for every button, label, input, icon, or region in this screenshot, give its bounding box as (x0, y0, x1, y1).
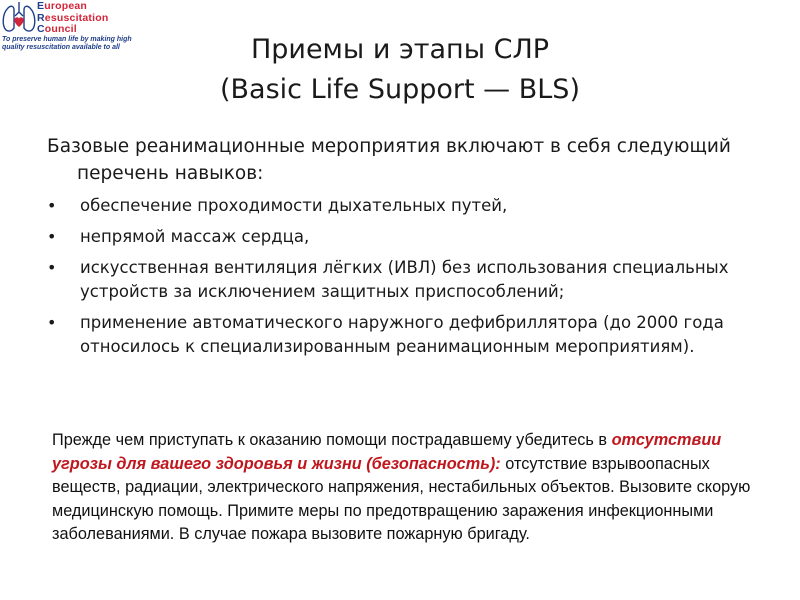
warning-text-before: Прежде чем приступать к оказанию помощи пострадавшему убедитесь в (52, 431, 608, 449)
logo-word-council: ouncil (44, 23, 77, 35)
list-item (47, 194, 747, 218)
list-item-text: применение автоматического наружного дефибриллятора (до 2000 года относилось к специализированным реанимационным мероприятиям). (80, 313, 724, 356)
intro-text: Базовые реанимационные мероприятия включают в себя следующий перечень навыков: (47, 136, 731, 184)
logo-initial-c: C (37, 23, 45, 35)
bullet-icon: • (47, 196, 57, 215)
logo-word-european: uropean (44, 0, 88, 12)
slide-title-line-2: (Basic Life Support — BLS) (220, 74, 580, 105)
bullet-icon: • (47, 258, 57, 277)
logo-word-resuscitation: esuscitation (44, 11, 109, 24)
warning-text-after: отсутствие взрывоопасных веществ, радиации, электрического напряжения, нестабильных объектов. Вызовите скорую медицинскую помощь. Примите меры по предотвращению заражения инфекционными заболеваниями. В случае пожара вызовите пожарную бригаду. (52, 454, 751, 543)
logo-tagline: To preserve human life by making high quality resuscitation available to all (2, 36, 132, 51)
skills-list (47, 194, 747, 359)
slide-content (47, 133, 747, 359)
list-item (47, 256, 747, 304)
list-item-text: обеспечение проходимости дыхательных путей, (80, 196, 508, 215)
safety-warning (52, 429, 752, 547)
bullet-icon: • (47, 313, 57, 332)
slide-title-line-1: Приемы и этапы СЛР (250, 34, 550, 65)
list-item (47, 225, 747, 249)
logo-initial-r: R (37, 11, 45, 24)
bullet-icon: • (47, 227, 57, 246)
list-item (47, 311, 747, 359)
logo-initial-e: E (37, 0, 45, 12)
list-item-text: искусственная вентиляция лёгких (ИВЛ) без использования специальных устройств за исключением защитных приспособлений; (80, 258, 729, 301)
warning-emphasis: отсутствии угрозы для вашего здоровья и жизни (безопасность): (52, 431, 722, 473)
list-item-text: непрямой массаж сердца, (80, 227, 310, 246)
slide-title (0, 30, 800, 110)
